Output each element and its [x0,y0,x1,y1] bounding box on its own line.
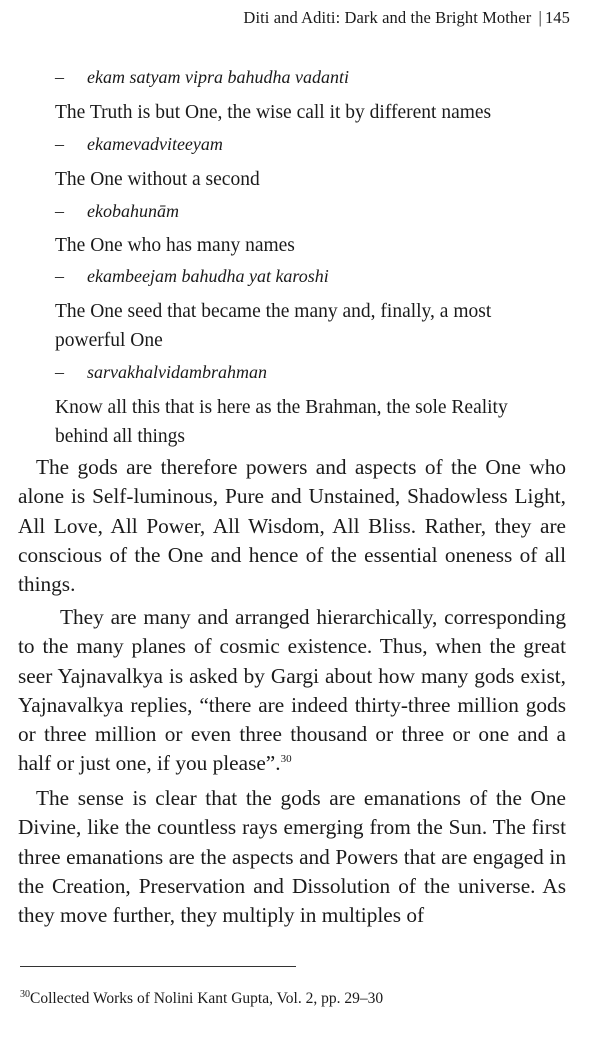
footnote-reference: 30 [280,753,292,766]
paragraph-text: They are many and arranged hierarchically, corresponding to the many planes of cosmic existence. Thus, when the great seer Yajnavalkya is asked by Gargi about how many gods exist, Yajnavalkya replies, “there are indeed thirty-three million gods or three million or even three thousand or three or one and a half or just one, if you please”. [18,605,566,776]
running-title: Diti and Aditi: Dark and the Bright Mother [243,8,532,27]
verse-sanskrit-line [55,266,329,287]
verse-sanskrit: ekamevadviteeyam [87,134,223,154]
verse-sanskrit: sarvakhalvidambrahman [87,362,267,382]
body-paragraph: The gods are therefore powers and aspects of the One who alone is Self-luminous, Pure and Unstained, Shadowless Light, All Love, All Power, All Wisdom, All Bliss. Rather, they are conscious of the One and hence of the essential oneness of all things. [18,455,566,597]
verse-translation: The Truth is but One, the wise call it by different names [55,102,492,123]
verse-sanskrit: ekam satyam vipra bahudha vadanti [87,67,349,87]
body-paragraph: The sense is clear that the gods are emanations of the One Divine, like the countless rays emerging from the Sun. The first three emanations are the aspects and Powers that are engaged in the Creation, Preservation and Dissolution of the universe. As they move further, they multiply in multiples of [18,786,566,928]
verse-sanskrit: ekambeejam bahudha yat karoshi [87,266,329,286]
verse-sanskrit-line [55,362,267,383]
body-paragraph [18,603,566,779]
verse-dash: – [55,201,64,221]
footnote [20,990,383,1008]
verse-dash: – [55,134,64,154]
page-number: 145 [544,8,570,27]
verse-sanskrit-line [55,134,223,155]
header-separator: | [538,8,542,27]
verse-translation: The One who has many names [55,235,295,256]
verse-dash: – [55,362,64,382]
verse-dash: – [55,67,64,87]
verse-sanskrit: ekobahunām [87,201,179,221]
footnote-divider [20,966,296,967]
verse-sanskrit-line [55,201,179,222]
verse-dash: – [55,266,64,286]
verse-translation: The One seed that became the many and, finally, a most powerful One [55,301,492,351]
verse-translation: The One without a second [55,169,260,190]
verse-sanskrit-line [55,67,349,88]
footnote-text: Collected Works of Nolini Kant Gupta, Vol. 2, pp. 29–30 [30,990,384,1007]
running-header [243,8,570,28]
verse-translation: Know all this that is here as the Brahman, the sole Reality behind all things [55,397,508,447]
footnote-number: 30 [20,988,30,1000]
